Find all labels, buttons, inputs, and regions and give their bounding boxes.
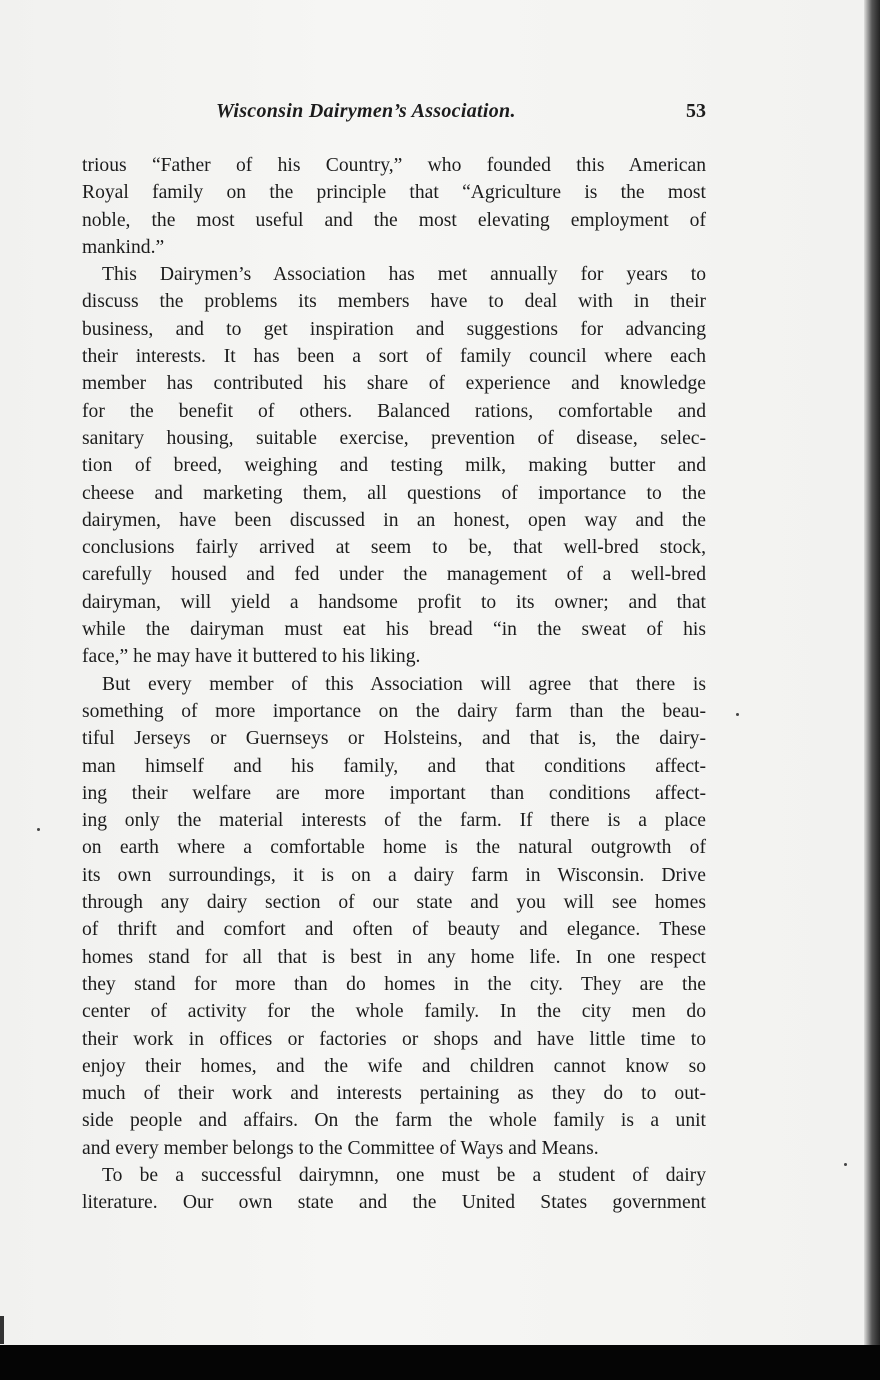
scan-border [0,1345,880,1380]
text-line: member has contributed his share of experience and knowledge [82,373,706,395]
text-line: mankind.” [82,236,165,258]
text-line: man himself and his family, and that conditions affect- [82,755,706,777]
text-line: through any dairy section of our state and you will see homes [82,892,706,914]
text-line: carefully housed and fed under the management of a well-bred [82,564,706,586]
page-edge-shadow [864,0,880,1345]
text-line: on earth where a comfortable home is the natural outgrowth of [82,837,706,859]
scan-speck [736,713,739,716]
text-line: they stand for more than do homes in the city. They are the [82,973,706,995]
text-line: Royal family on the principle that “Agriculture is the most [82,182,706,204]
text-line: tion of breed, weighing and testing milk, making butter and [82,455,706,477]
text-line: ing only the material interests of the farm. If there is a place [82,810,706,832]
text-line: cheese and marketing them, all questions of importance to the [82,482,706,504]
running-title: Wisconsin Dairymen’s Association. [216,100,516,122]
text-line: To be a successful dairymnn, one must be a student of dairy [102,1164,706,1186]
text-line: their interests. It has been a sort of family council where each [82,346,706,368]
text-line: face,” he may have it buttered to his liking. [82,646,421,668]
text-line: dairymen, have been discussed in an honest, open way and the [82,509,706,531]
text-line: literature. Our own state and the United States government [82,1192,706,1214]
text-line: dairyman, will yield a handsome profit to its owner; and that [82,591,706,613]
text-line: tiful Jerseys or Guernseys or Holsteins, and that is, the dairy- [82,728,706,750]
text-line: trious “Father of his Country,” who founded this American [82,155,706,176]
scan-speck [37,828,40,831]
text-line: for the benefit of others. Balanced rations, comfortable and [82,400,706,422]
text-line: and every member belongs to the Committee of Ways and Means. [82,1137,599,1159]
text-line: business, and to get inspiration and suggestions for advancing [82,318,706,340]
text-line: its own surroundings, it is on a dairy farm in Wisconsin. Drive [82,864,706,886]
text-line: ing their welfare are more important than conditions affect- [82,782,706,804]
text-line: enjoy their homes, and the wife and children cannot know so [82,1055,706,1077]
text-line: something of more importance on the dairy farm than the beau- [82,700,706,722]
text-line: discuss the problems its members have to deal with in their [82,291,706,313]
text-line: This Dairymen’s Association has met annually for years to [102,264,706,286]
text-line: their work in offices or factories or shops and have little time to [82,1028,706,1050]
text-line: conclusions fairly arrived at seem to be, that well-bred stock, [82,537,706,559]
scan-margin-mark [0,1316,4,1344]
page-number: 53 [686,100,706,122]
text-line: side people and affairs. On the farm the whole family is a unit [82,1110,706,1132]
text-line: much of their work and interests pertaining as they do to out- [82,1083,706,1105]
text-line: while the dairyman must eat his bread “in the sweat of his [82,619,706,641]
page-header [216,100,706,134]
text-line: But every member of this Association will agree that there is [102,673,706,695]
text-line: center of activity for the whole family. In the city men do [82,1001,706,1023]
text-line: homes stand for all that is best in any home life. In one respect [82,946,706,968]
text-line: of thrift and comfort and often of beauty and elegance. These [82,919,706,941]
scan-speck [844,1163,847,1166]
text-line: noble, the most useful and the most elevating employment of [82,209,706,231]
body-text [82,152,706,1217]
text-line: sanitary housing, suitable exercise, prevention of disease, selec- [82,427,706,449]
